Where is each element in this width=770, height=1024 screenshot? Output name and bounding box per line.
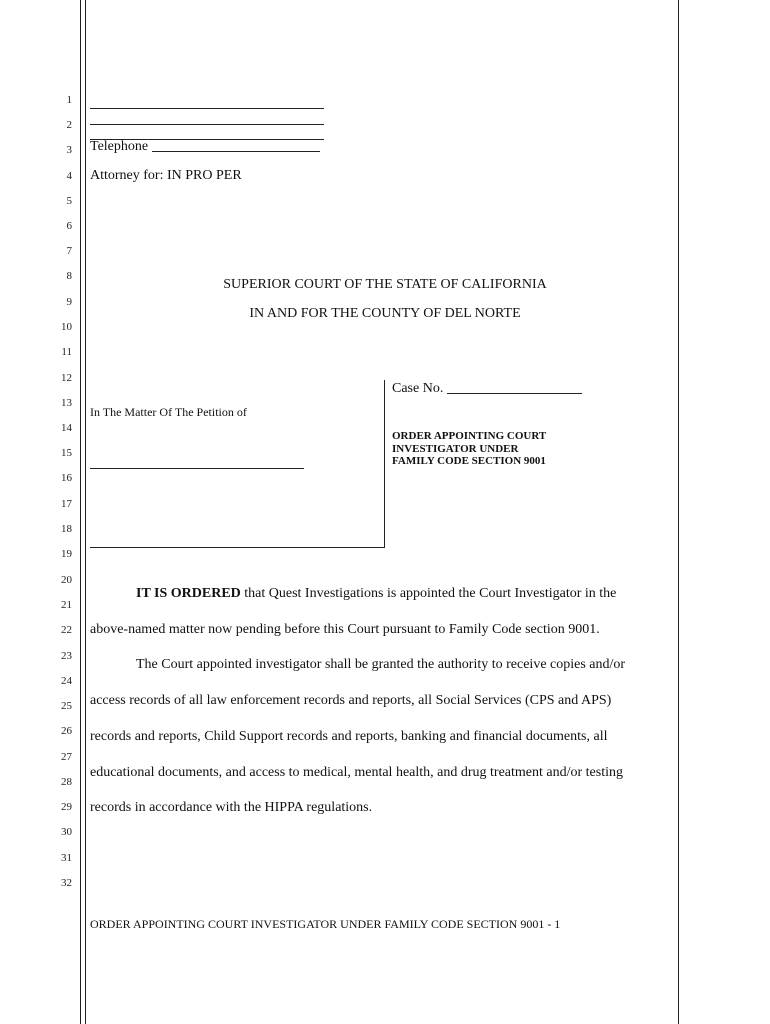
caption-divider-horizontal bbox=[90, 547, 385, 548]
line-number: 28 bbox=[61, 776, 72, 788]
telephone-label: Telephone bbox=[90, 139, 149, 154]
line-number: 14 bbox=[61, 422, 72, 434]
telephone-blank[interactable] bbox=[152, 137, 320, 152]
line-number: 31 bbox=[61, 852, 72, 864]
case-number-blank[interactable] bbox=[447, 379, 582, 394]
line-number: 29 bbox=[61, 801, 72, 813]
line-number: 4 bbox=[66, 170, 72, 182]
document-title bbox=[392, 430, 546, 468]
petitioner-blank-line[interactable] bbox=[90, 455, 304, 469]
document-title-line-2: INVESTIGATOR UNDER bbox=[392, 442, 519, 455]
matter-label: In The Matter Of The Petition of bbox=[90, 405, 247, 419]
line-number: 5 bbox=[66, 195, 72, 207]
case-number-label: Case No. bbox=[392, 381, 444, 396]
line-number: 13 bbox=[61, 397, 72, 409]
document-title-line-3: FAMILY CODE SECTION 9001 bbox=[392, 455, 546, 467]
line-number: 3 bbox=[66, 144, 72, 156]
court-title-line-1: SUPERIOR COURT OF THE STATE OF CALIFORNIA bbox=[223, 277, 547, 292]
order-paragraph-1-line-1 bbox=[136, 586, 616, 602]
address-blank-line[interactable] bbox=[90, 110, 324, 125]
line-number: 15 bbox=[61, 447, 72, 459]
order-paragraph-2-line-3: records and reports, Child Support records and reports, banking and financial documents, all bbox=[90, 729, 608, 744]
order-paragraph-1-line-2: above-named matter now pending before this Court pursuant to Family Code section 9001. bbox=[90, 622, 600, 637]
line-number: 32 bbox=[61, 877, 72, 889]
case-number-row bbox=[392, 379, 582, 397]
document-title-line-1: ORDER APPOINTING COURT bbox=[392, 430, 547, 442]
order-paragraph-2-line-2: access records of all law enforcement records and reports, all Social Services (CPS and APS) bbox=[90, 693, 612, 708]
left-margin-line-outer bbox=[80, 0, 81, 1024]
line-number: 6 bbox=[66, 220, 72, 232]
line-number: 24 bbox=[61, 675, 72, 687]
line-number: 17 bbox=[61, 498, 72, 510]
line-number: 2 bbox=[66, 119, 72, 131]
line-number: 18 bbox=[61, 523, 72, 535]
line-number: 11 bbox=[61, 346, 72, 358]
line-number: 23 bbox=[61, 650, 72, 662]
name-blank-line[interactable] bbox=[90, 94, 324, 109]
line-number: 10 bbox=[61, 321, 72, 333]
line-number: 9 bbox=[66, 296, 72, 308]
line-number: 26 bbox=[61, 725, 72, 737]
order-paragraph-2-line-1: The Court appointed investigator shall be granted the authority to receive copies and/or bbox=[136, 657, 626, 672]
left-margin-line-inner bbox=[85, 0, 86, 1024]
page-footer: ORDER APPOINTING COURT INVESTIGATOR UNDER FAMILY CODE SECTION 9001 - 1 bbox=[90, 917, 561, 931]
line-number: 25 bbox=[61, 700, 72, 712]
line-number: 16 bbox=[61, 472, 72, 484]
line-number: 30 bbox=[61, 826, 72, 838]
order-paragraph-1-rest: that Quest Investigations is appointed the Court Investigator in the bbox=[240, 586, 617, 601]
right-margin-line bbox=[678, 0, 679, 1024]
line-number: 12 bbox=[61, 372, 72, 384]
attorney-for: Attorney for: IN PRO PER bbox=[90, 168, 242, 183]
line-number: 20 bbox=[61, 574, 72, 586]
order-paragraph-2-line-4: educational documents, and access to medical, mental health, and drug treatment and/or testing bbox=[90, 765, 623, 780]
order-paragraph-2-line-5: records in accordance with the HIPPA regulations. bbox=[90, 800, 373, 815]
court-title-line-2: IN AND FOR THE COUNTY OF DEL NORTE bbox=[249, 306, 521, 321]
line-number: 27 bbox=[61, 751, 72, 763]
line-number: 7 bbox=[66, 245, 72, 257]
line-number: 19 bbox=[61, 548, 72, 560]
it-is-ordered-bold: IT IS ORDERED bbox=[136, 586, 241, 601]
telephone-row bbox=[90, 137, 324, 155]
line-number: 1 bbox=[66, 94, 72, 106]
line-number: 22 bbox=[61, 624, 72, 636]
caption-divider-vertical bbox=[384, 380, 385, 548]
line-number: 21 bbox=[61, 599, 72, 611]
line-number: 8 bbox=[66, 270, 72, 282]
